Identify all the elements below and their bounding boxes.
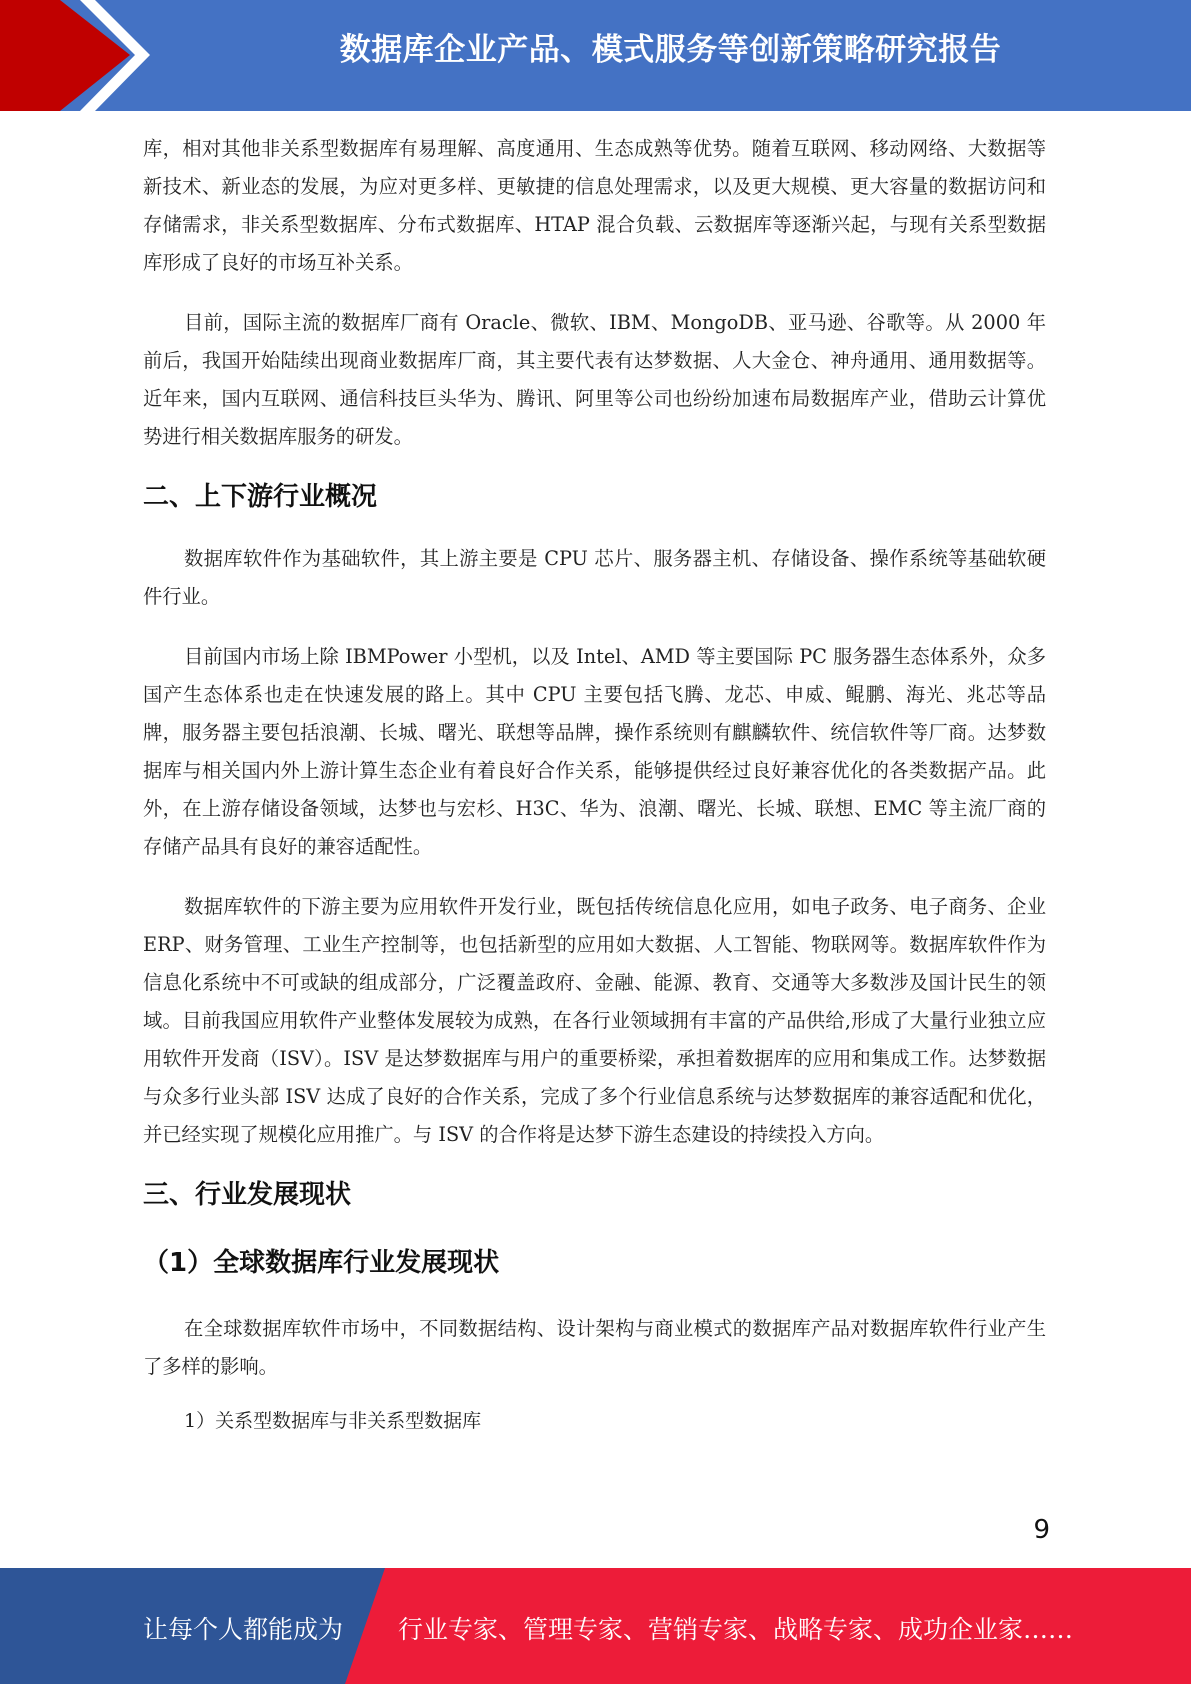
footer-slogan-right: 行业专家、管理专家、营销专家、战略专家、成功企业家…… xyxy=(398,1615,1074,1644)
paragraph: 数据库软件作为基础软件，其上游主要是 CPU 芯片、服务器主机、存储设备、操作系统等基础软硬件行业。 xyxy=(143,547,1046,608)
sub-item: 1）关系型数据库与非关系型数据库 xyxy=(184,1410,482,1432)
paragraph: 数据库软件的下游主要为应用软件开发行业，既包括传统信息化应用，如电子政务、电子商务、企业 ERP、财务管理、工业生产控制等，也包括新型的应用如大数据、人工智能、物联网等。数据库软件作为信息化系统中不可或缺的组成部分，广泛覆盖政府、金融、能源、教育、交通等大多数涉及国计民生的领域。目前我国应用软件产业整体发展较为成熟，在各行业领域拥有丰富的产品供给,形成了大量行业独立应用软件开发商（ISV）。ISV 是达梦数据库与用户的重要桥梁，承担着数据库的应用和集成工作。达梦数据与众多行业头部 ISV 达成了良好的合作关系，完成了多个行业信息系统与达梦数据库的兼容适配和优化，并已经实现了规模化应用推广。与 ISV 的合作将是达梦下游生态建设的持续投入方向。 xyxy=(143,895,1046,1146)
paragraph: 目前，国际主流的数据库厂商有 Oracle、微软、IBM、MongoDB、亚马逊、谷歌等。从 2000 年前后，我国开始陆续出现商业数据库厂商，其主要代表有达梦数据、人大金仓、神舟通用、通用数据等。近年来，国内互联网、通信科技巨头华为、腾讯、阿里等公司也纷纷加速布局数据库产业，借助云计算优势进行相关数据库服务的研发。 xyxy=(143,311,1046,448)
header-arrow-decoration xyxy=(0,0,170,111)
subsection-heading: （1）全球数据库行业发展现状 xyxy=(143,1248,500,1278)
page-number: 9 xyxy=(1033,1515,1050,1545)
header-title: 数据库企业产品、模式服务等创新策略研究报告 xyxy=(339,32,1002,68)
paragraph: 在全球数据库软件市场中，不同数据结构、设计架构与商业模式的数据库产品对数据库软件行业产生了多样的影响。 xyxy=(143,1317,1046,1378)
paragraph: 库，相对其他非关系型数据库有易理解、高度通用、生态成熟等优势。随着互联网、移动网络、大数据等新技术、新业态的发展，为应对更多样、更敏捷的信息处理需求，以及更大规模、更大容量的数据访问和存储需求，非关系型数据库、分布式数据库、HTAP 混合负载、云数据库等逐渐兴起，与现有关系型数据库形成了良好的市场互补关系。 xyxy=(143,137,1046,274)
footer-slogan-left: 让每个人都能成为 xyxy=(143,1615,344,1644)
section-heading: 二、上下游行业概况 xyxy=(143,482,378,512)
paragraph: 目前国内市场上除 IBMPower 小型机，以及 Intel、AMD 等主要国际 PC 服务器生态体系外，众多国产生态体系也走在快速发展的路上。其中 CPU 主要包括飞腾、龙芯、申威、鲲鹏、海光、兆芯等品牌，服务器主要包括浪潮、长城、曙光、联想等品牌，操作系统则有麒麟软件、统信软件等厂商。达梦数据库与相关国内外上游计算生态企业有着良好合作关系，能够提供经过良好兼容优化的各类数据产品。此外，在上游存储设备领域，达梦也与宏杉、H3C、华为、浪潮、曙光、长城、联想、EMC 等主流厂商的存储产品具有良好的兼容适配性。 xyxy=(143,645,1046,858)
section-heading: 三、行业发展现状 xyxy=(143,1180,352,1210)
report-body xyxy=(143,130,1046,1440)
